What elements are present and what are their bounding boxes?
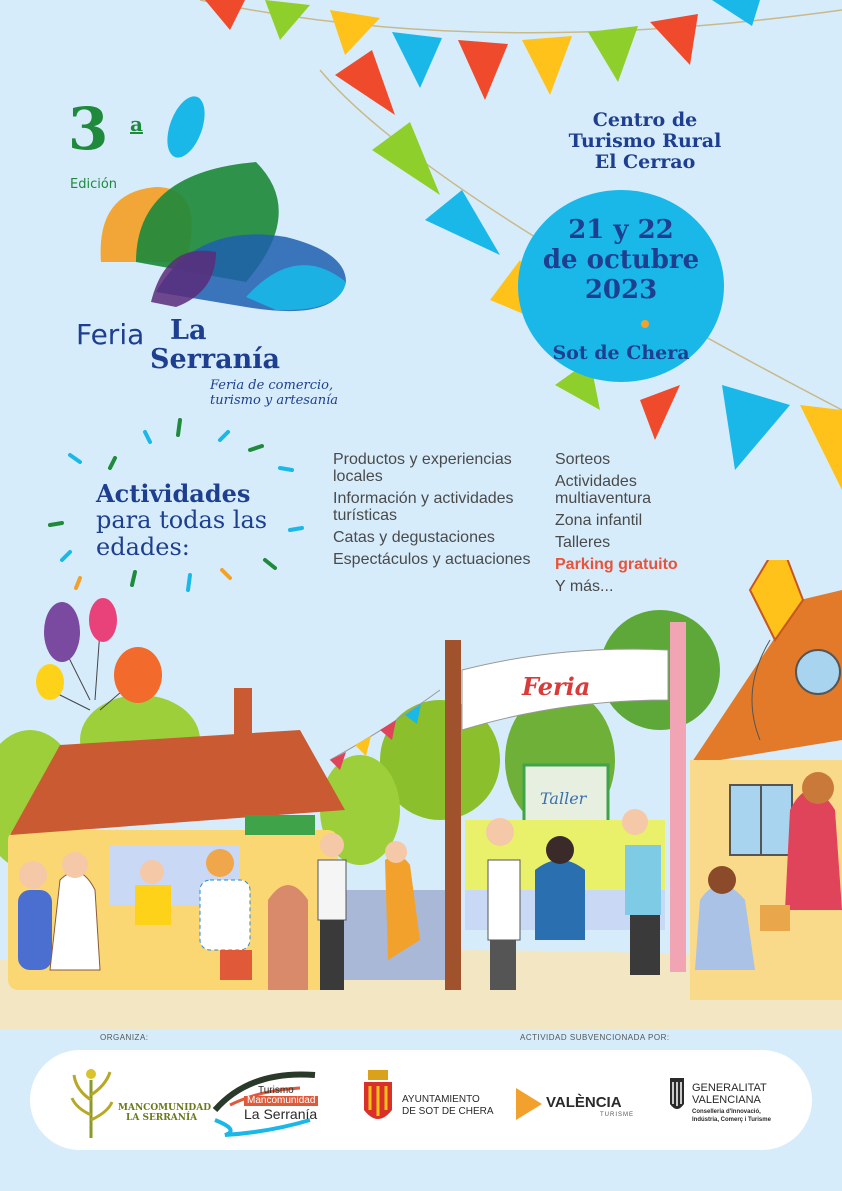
balloon-yellow [36, 664, 64, 700]
list-item: Información y actividades turísticas [333, 490, 514, 524]
venue-line1: Centro de [592, 109, 698, 131]
list-item: Talleres [555, 534, 611, 551]
pennant [372, 122, 440, 195]
activities-title-line1: Actividades [96, 479, 251, 508]
event-place: Sot de Chera [552, 342, 690, 364]
mancomunidad-plant-icon [66, 1060, 116, 1140]
date-line3: 2023 [584, 275, 658, 305]
event-tagline [210, 378, 338, 408]
balloon-pink [89, 598, 117, 642]
activities-title [96, 480, 316, 561]
pennant [205, 0, 245, 30]
list-item: Actividades multiaventura [555, 473, 652, 507]
fair-scene-illustration [0, 560, 842, 1030]
pennant [425, 190, 500, 255]
pennant [722, 385, 790, 470]
activities-title-line3: edades: [96, 533, 190, 561]
mancomunidad-line1: MANCOMUNIDAD [118, 1103, 212, 1113]
list-item: Productos y experiencias locales [333, 451, 512, 485]
pennant [800, 405, 842, 490]
logo-drop [160, 92, 212, 163]
stall-door [268, 885, 308, 990]
person [535, 860, 585, 940]
arch-banner-text: Feria [522, 672, 591, 701]
feria-word: Feria [76, 318, 145, 351]
gva-line3: Conselleria d'Innovació, [692, 1109, 761, 1115]
list-item: Zona infantil [555, 512, 643, 529]
valencia-line2: TURISME [600, 1112, 634, 1118]
person [18, 890, 52, 970]
ayuntamiento-shield-icon [360, 1068, 396, 1130]
ayuntamiento-line2: DE SOT DE CHERA [402, 1106, 494, 1117]
tagline-line1: Feria de comercio, [210, 378, 334, 393]
activities-list-1 [333, 451, 553, 573]
mancomunidad-line2: LA SERRANÍA [126, 1113, 198, 1123]
stall-chimney [234, 688, 252, 738]
edition-number: 3 [68, 95, 109, 163]
gva-line2: VALENCIANA [692, 1094, 761, 1106]
pennant [330, 10, 380, 55]
generalitat-logo-text [692, 1082, 771, 1124]
person [200, 880, 250, 950]
arch-post-left [445, 640, 461, 990]
list-item: Sorteos [555, 451, 611, 468]
pennant [392, 32, 442, 88]
turismo-line1: Turismo [258, 1085, 294, 1096]
ayuntamiento-line1: AYUNTAMIENTO [402, 1094, 480, 1105]
generalitat-emblem-icon [666, 1074, 688, 1118]
list-item-more: Y más... [555, 578, 614, 595]
balloon-orange [114, 647, 162, 703]
person [318, 860, 346, 920]
venue-name [560, 110, 730, 173]
event-name-line2: Serranía [150, 344, 281, 375]
venue-line2: Turismo Rural [568, 130, 722, 152]
ayuntamiento-logo-text [402, 1094, 494, 1118]
edition-label: Edición [70, 177, 118, 192]
balloon-purple [44, 602, 80, 662]
parking-highlight: Parking gratuito [555, 556, 678, 573]
subvencionada-label: ACTIVIDAD SUBVENCIONADA POR: [520, 1033, 670, 1042]
round-window [796, 650, 840, 694]
person [785, 790, 842, 910]
organiza-label: ORGANIZA: [100, 1033, 149, 1042]
pennant [522, 36, 572, 95]
valencia-line1: VALÈNCIA [546, 1094, 622, 1111]
turismo-line3: La Serranía [244, 1106, 318, 1122]
date-line1: 21 y 22 [568, 215, 674, 245]
list-item: Catas y degustaciones [333, 529, 495, 546]
venue-line3: El Cerrao [594, 151, 696, 173]
stall-planter [245, 815, 315, 835]
turismo-line2: Mancomunidad [244, 1096, 318, 1106]
taller-sign-text: Taller [540, 789, 587, 808]
date-line2: de octubre [542, 245, 700, 275]
date-separator-dot [641, 320, 649, 328]
gva-line4: Indústria, Comerç i Turisme [692, 1117, 771, 1123]
feria-logo-mark [96, 92, 356, 322]
mancomunidad-logo [118, 1103, 211, 1123]
arch-post-right [670, 622, 686, 972]
pennant [458, 40, 508, 100]
turismo-logo-text [244, 1086, 318, 1122]
activities-title-line2: para todas las [96, 506, 268, 534]
event-name-line1: La [170, 315, 207, 346]
gva-line1: GENERALITAT [692, 1082, 767, 1094]
person [135, 885, 171, 925]
valencia-turisme-icon [514, 1086, 544, 1122]
edition-superscript: a [130, 112, 143, 136]
person [488, 860, 520, 940]
pennant [265, 0, 310, 40]
list-item: Espectáculos y actuaciones [333, 551, 531, 568]
pennant [650, 14, 698, 65]
tagline-line2: turismo y artesanía [210, 393, 338, 408]
event-date [518, 215, 724, 305]
pennant [588, 26, 638, 82]
pennant [640, 385, 680, 440]
event-name [150, 316, 340, 374]
person [625, 845, 661, 915]
